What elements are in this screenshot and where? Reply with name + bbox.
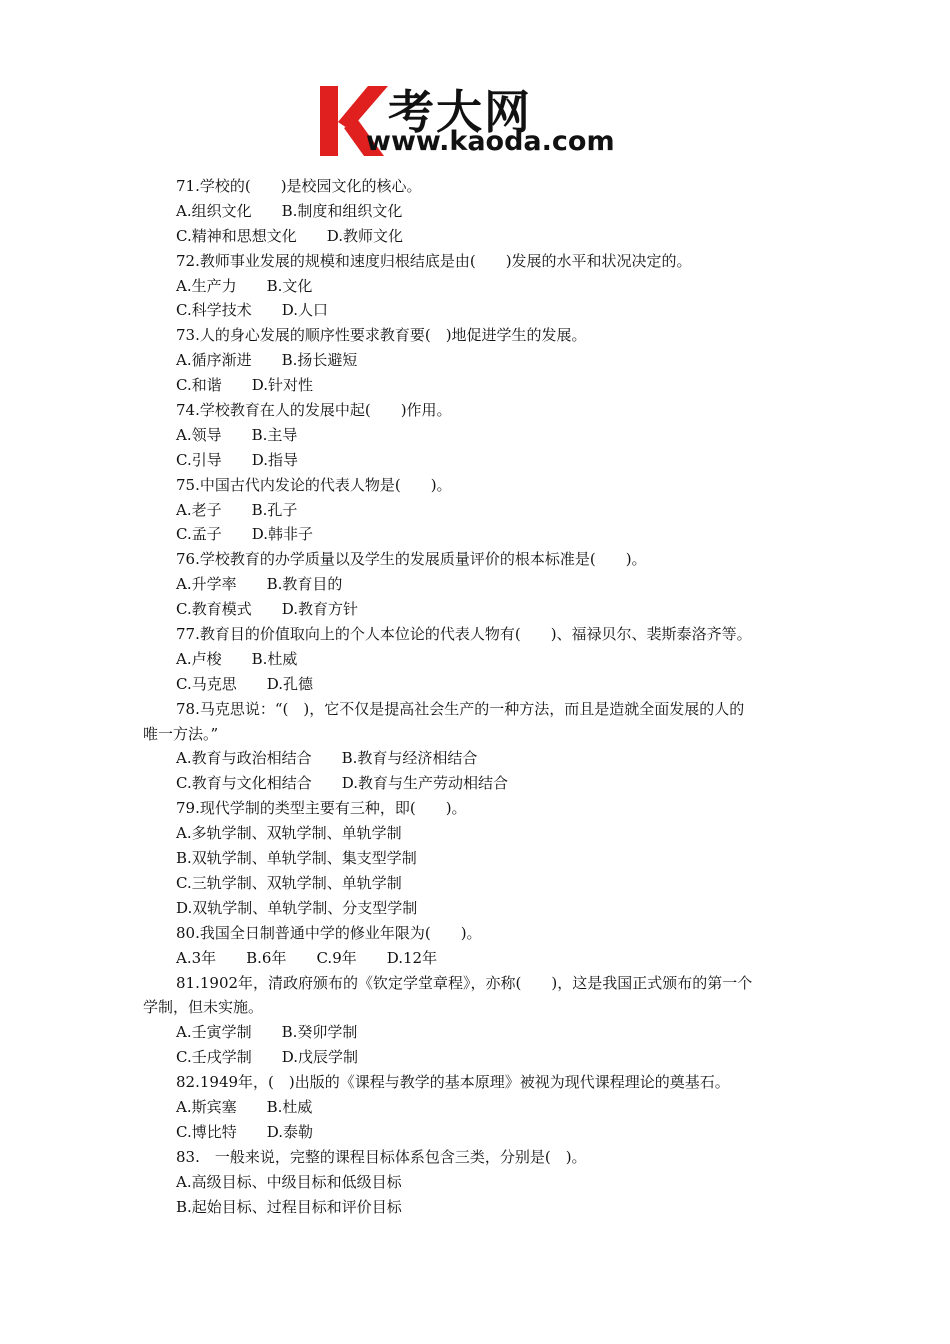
question-74: 74.学校教育在人的发展中起( )作用。: [176, 401, 452, 420]
question-75: 75.中国古代内发论的代表人物是( )。: [176, 475, 452, 494]
options-76-ab: A.升学率 B.教育目的: [176, 575, 343, 594]
option-79-a: A.多轨学制、双轨学制、单轨学制: [176, 824, 402, 843]
option-79-c: C.三轨学制、双轨学制、单轨学制: [176, 873, 402, 892]
options-82-ab: A.斯宾塞 B.杜威: [176, 1097, 313, 1116]
options-72-ab: A.生产力 B.文化: [176, 276, 313, 295]
options-76-cd: C.教育模式 D.教育方针: [176, 600, 358, 619]
question-78-continued: 唯一方法。”: [143, 724, 219, 743]
options-74-ab: A.领导 B.主导: [176, 425, 298, 444]
options-77-ab: A.卢梭 B.杜威: [176, 649, 298, 668]
question-82: 82.1949年，( )出版的《课程与教学的基本原理》被视为现代课程理论的奠基石。: [176, 1073, 730, 1092]
question-list: [143, 174, 813, 1219]
options-71-ab: A.组织文化 B.制度和组织文化: [176, 201, 403, 220]
options-74-cd: C.引导 D.指导: [176, 450, 298, 469]
options-81-ab: A.壬寅学制 B.癸卯学制: [176, 1023, 358, 1042]
options-82-cd: C.博比特 D.泰勒: [176, 1122, 313, 1141]
question-78: 78.马克思说：“( )，它不仅是提高社会生产的一种方法，而且是造就全面发展的人的: [176, 699, 745, 718]
kaoda-logo: [318, 82, 638, 162]
option-79-b: B.双轨学制、单轨学制、集支型学制: [176, 849, 417, 868]
options-80: A.3年 B.6年 C.9年 D.12年: [176, 948, 438, 967]
question-73: 73.人的身心发展的顺序性要求教育要( )地促进学生的发展。: [176, 326, 587, 345]
question-81-continued: 学制，但未实施。: [143, 998, 264, 1017]
options-81-cd: C.壬戌学制 D.戊辰学制: [176, 1048, 358, 1067]
option-83-b: B.起始目标、过程目标和评价目标: [176, 1197, 402, 1216]
options-73-cd: C.和谐 D.针对性: [176, 376, 313, 395]
question-76: 76.学校教育的办学质量以及学生的发展质量评价的根本标准是( )。: [176, 550, 647, 569]
options-78-cd: C.教育与文化相结合 D.教育与生产劳动相结合: [176, 774, 508, 793]
options-77-cd: C.马克思 D.孔德: [176, 674, 313, 693]
options-78-ab: A.教育与政治相结合 B.教育与经济相结合: [176, 749, 478, 768]
question-77: 77.教育目的价值取向上的个人本位论的代表人物有( )、福禄贝尔、裴斯泰洛齐等。: [176, 625, 752, 644]
options-72-cd: C.科学技术 D.人口: [176, 301, 328, 320]
question-72: 72.教师事业发展的规模和速度归根结底是由( )发展的水平和状况决定的。: [176, 251, 692, 270]
brand-name: 考大网: [388, 85, 532, 139]
question-79: 79.现代学制的类型主要有三种，即( )。: [176, 799, 467, 818]
question-71: 71.学校的( )是校园文化的核心。: [176, 177, 422, 195]
question-83: 83. 一般来说，完整的课程目标体系包含三类，分别是( )。: [176, 1147, 587, 1166]
options-75-cd: C.孟子 D.韩非子: [176, 525, 313, 544]
question-81: 81.1902年，清政府颁布的《钦定学堂章程》，亦称( )，这是我国正式颁布的第一个: [176, 973, 753, 992]
options-75-ab: A.老子 B.孔子: [176, 500, 298, 519]
options-73-ab: A.循序渐进 B.扬长避短: [176, 351, 358, 370]
option-79-d: D.双轨学制、单轨学制、分支型学制: [176, 898, 418, 917]
option-83-a: A.高级目标、中级目标和低级目标: [176, 1172, 402, 1191]
question-80: 80.我国全日制普通中学的修业年限为( )。: [176, 923, 482, 942]
brand-url: www.kaoda.com: [366, 126, 615, 157]
options-71-cd: C.精神和思想文化 D.教师文化: [176, 226, 403, 245]
